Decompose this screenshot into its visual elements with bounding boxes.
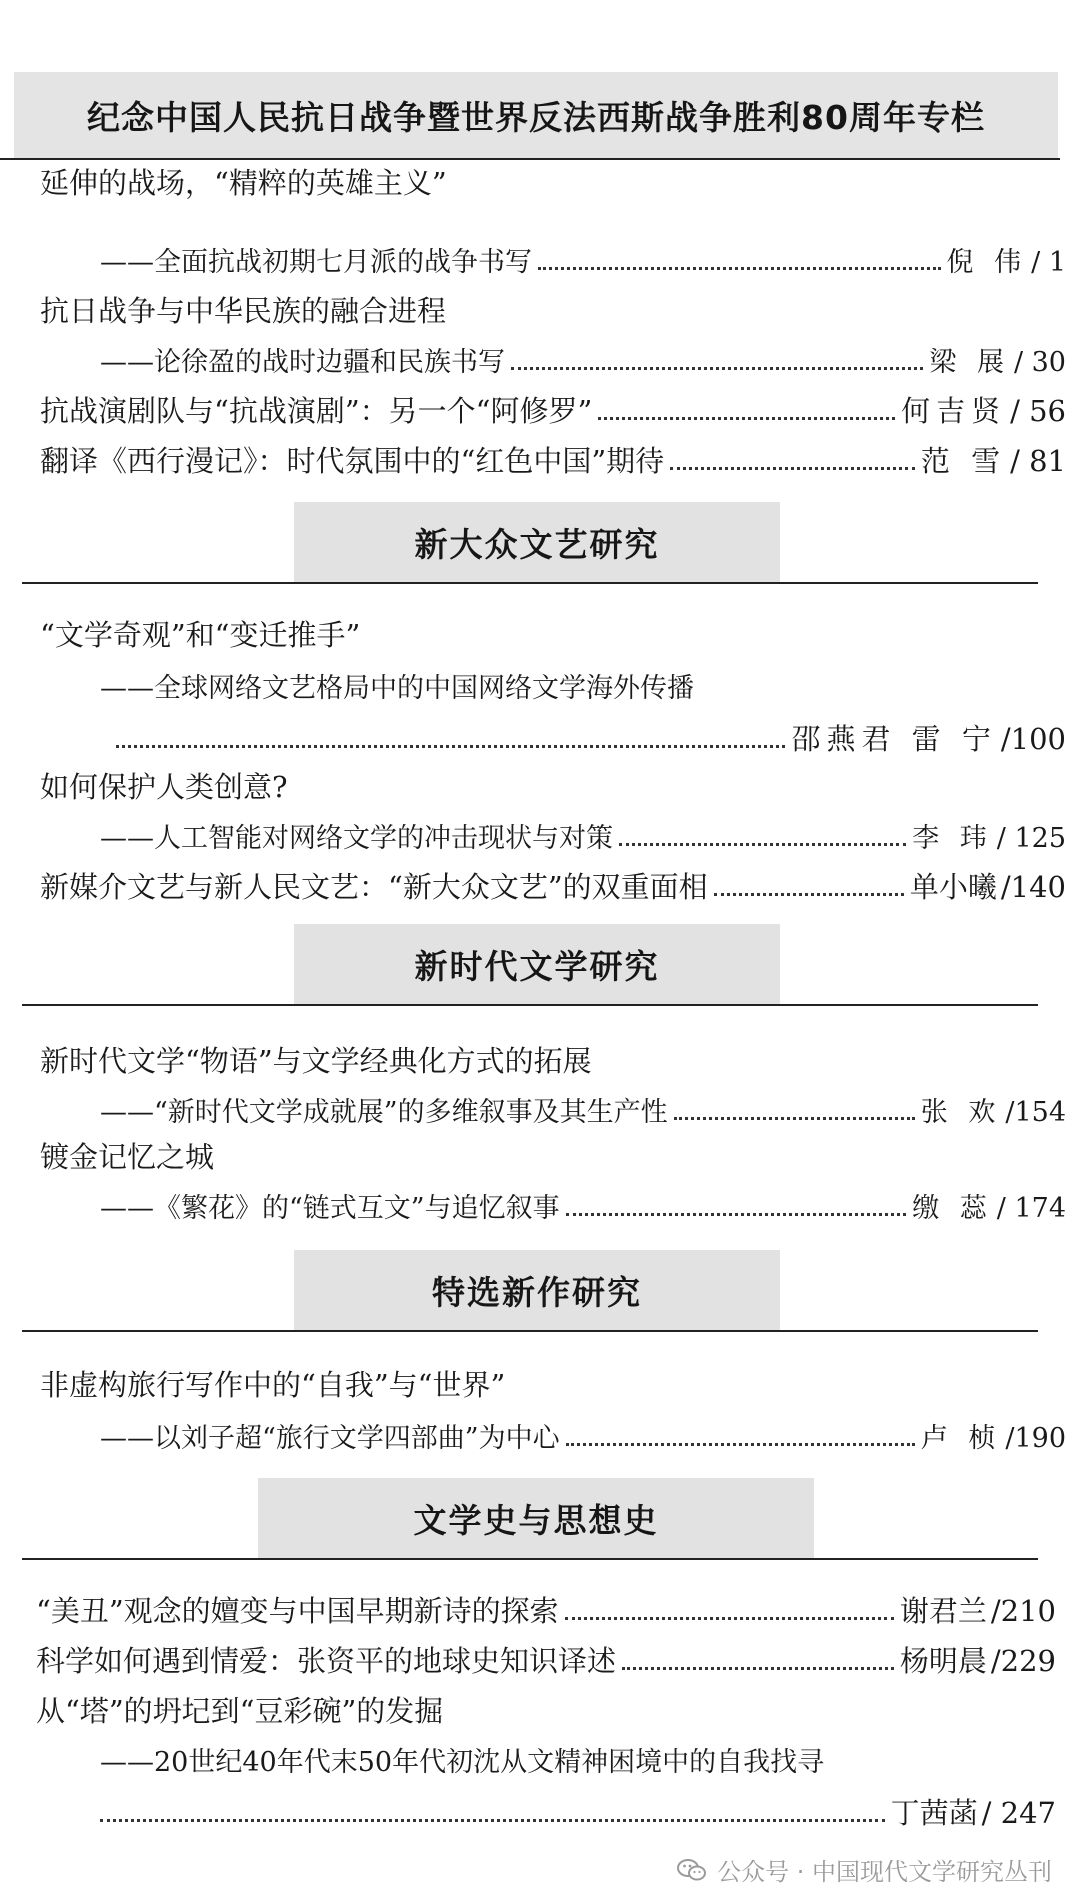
entry-page: /100 [1000, 722, 1066, 756]
toc-entry-title[interactable] [40, 756, 1066, 802]
entry-title: 如何保护人类创意? [40, 770, 288, 804]
toc-entry-sub[interactable] [100, 656, 1066, 702]
entry-subtitle: ——以刘子超“旅行文学四部曲”为中心 [100, 1423, 560, 1454]
toc-entry-title[interactable] [40, 1354, 1066, 1400]
toc-entry-sub[interactable] [100, 1730, 1056, 1776]
wechat-watermark [677, 1852, 1052, 1887]
wechat-icon [677, 1858, 707, 1882]
entry-author: 李 玮 [912, 823, 993, 854]
entry-title: “文学奇观”和“变迁推手” [40, 618, 361, 652]
entry-subtitle: ——论徐盈的战时边疆和民族书写 [100, 347, 505, 378]
toc-entry-sub[interactable] [100, 330, 1066, 376]
entry-author: 谢君兰 [899, 1594, 987, 1628]
entry-title: 新媒介文艺与新人民文艺：“新大众文艺”的双重面相 [40, 870, 708, 904]
entry-page: /190 [1005, 1423, 1066, 1454]
leader-dots [619, 843, 906, 846]
entry-page: / 1 [1031, 247, 1066, 278]
toc-entry-sub[interactable] [100, 230, 1066, 276]
section-title: 文学史与思想史 [413, 1500, 659, 1540]
entry-title: 从“塔”的坍圮到“豆彩碗”的发掘 [36, 1694, 444, 1728]
entry-author: 邵燕君 雷 宁 [791, 722, 997, 756]
entry-subtitle: ——《繁花》的“链式互文”与追忆叙事 [100, 1193, 560, 1224]
entry-page: / 174 [996, 1193, 1066, 1224]
toc-entry-title[interactable] [40, 152, 1066, 198]
entry-page: / 30 [1013, 347, 1066, 378]
section-rule [22, 1004, 1038, 1006]
toc-entry-title[interactable] [40, 1126, 1066, 1172]
toc-entry[interactable] [36, 1630, 1056, 1676]
leader-dots [566, 1213, 907, 1216]
toc-entry[interactable] [36, 1580, 1056, 1626]
entry-title: “美丑”观念的嬗变与中国早期新诗的探索 [36, 1594, 559, 1628]
entry-title: 镀金记忆之城 [40, 1140, 215, 1174]
entry-title: 非虚构旅行写作中的“自我”与“世界” [40, 1368, 506, 1402]
toc-entry[interactable] [40, 380, 1066, 426]
entry-page: / 56 [1010, 394, 1066, 428]
leader-dots [670, 467, 915, 470]
section-title: 特选新作研究 [432, 1272, 642, 1312]
entry-title: 延伸的战场，“精粹的英雄主义” [40, 166, 447, 200]
section-header [294, 502, 780, 582]
section-title: 新大众文艺研究 [414, 524, 660, 564]
leader-dots [714, 893, 904, 896]
leader-dots [538, 267, 941, 270]
entry-subtitle: ——人工智能对网络文学的冲击现状与对策 [100, 823, 613, 854]
leader-dots [100, 1819, 885, 1822]
entry-page: /140 [1000, 870, 1066, 904]
entry-subtitle: ——全球网络文艺格局中的中国网络文学海外传播 [100, 673, 694, 704]
toc-entry-title[interactable] [40, 1030, 1066, 1076]
entry-author: 缴 蕊 [912, 1193, 993, 1224]
entry-title: 抗日战争与中华民族的融合进程 [40, 294, 447, 328]
toc-entry-title[interactable] [40, 280, 1066, 326]
leader-dots [566, 1443, 915, 1446]
entry-subtitle: ——“新时代文学成就展”的多维叙事及其生产性 [100, 1097, 668, 1128]
toc-entry-sub[interactable] [100, 1406, 1066, 1452]
leader-dots [622, 1667, 894, 1670]
entry-subtitle: ——20世纪40年代末50年代初沈从文精神困境中的自我找寻 [100, 1747, 825, 1778]
leader-dots [674, 1117, 915, 1120]
entry-title: 抗战演剧队与“抗战演剧”：另一个“阿修罗” [40, 394, 593, 428]
leader-dots [116, 745, 785, 748]
leader-dots [511, 367, 923, 370]
entry-author: 倪 伟 [946, 247, 1028, 278]
toc-entry-sub[interactable] [100, 1176, 1066, 1222]
entry-author: 范 雪 [920, 444, 1007, 478]
entry-page: /229 [990, 1644, 1056, 1678]
entry-author: 梁 展 [929, 347, 1010, 378]
section-header [294, 1250, 780, 1330]
entry-subtitle: ——全面抗战初期七月派的战争书写 [100, 247, 532, 278]
section-header [294, 924, 780, 1004]
entry-author: 何吉贤 [901, 394, 1007, 428]
toc-entry-leader[interactable] [110, 708, 1066, 754]
entry-page: /210 [990, 1594, 1056, 1628]
entry-title: 翻译《西行漫记》：时代氛围中的“红色中国”期待 [40, 444, 665, 478]
toc-entry-leader[interactable] [94, 1782, 1056, 1828]
toc-entry-title[interactable] [36, 1680, 1056, 1726]
special-column-banner [14, 72, 1058, 158]
toc-entry[interactable] [40, 856, 1066, 902]
section-rule [22, 1558, 1038, 1560]
entry-page: / 81 [1010, 444, 1066, 478]
entry-author: 杨明晨 [899, 1644, 987, 1678]
toc-entry[interactable] [40, 430, 1066, 476]
entry-author: 丁茜菡 [890, 1796, 978, 1830]
entry-title: 新时代文学“物语”与文学经典化方式的拓展 [40, 1044, 592, 1078]
toc-entry-sub[interactable] [100, 1080, 1066, 1126]
toc-entry-sub[interactable] [100, 806, 1066, 852]
entry-author: 单小曦 [909, 870, 997, 904]
banner-title: 纪念中国人民抗日战争暨世界反法西斯战争胜利80周年专栏 [87, 97, 985, 137]
toc-entry-title[interactable] [40, 604, 1066, 650]
watermark-text: 公众号 · 中国现代文学研究丛刊 [717, 1858, 1052, 1886]
leader-dots [598, 417, 895, 420]
entry-author: 卢 桢 [920, 1423, 1002, 1454]
entry-page: / 247 [981, 1796, 1056, 1830]
entry-page: / 125 [996, 823, 1066, 854]
section-rule [22, 582, 1038, 584]
section-rule [22, 1330, 1038, 1332]
entry-title: 科学如何遇到情爱：张资平的地球史知识译述 [36, 1644, 617, 1678]
section-header [258, 1478, 814, 1558]
entry-page: /154 [1005, 1097, 1066, 1128]
leader-dots [565, 1617, 894, 1620]
entry-author: 张 欢 [920, 1097, 1002, 1128]
section-title: 新时代文学研究 [414, 946, 660, 986]
